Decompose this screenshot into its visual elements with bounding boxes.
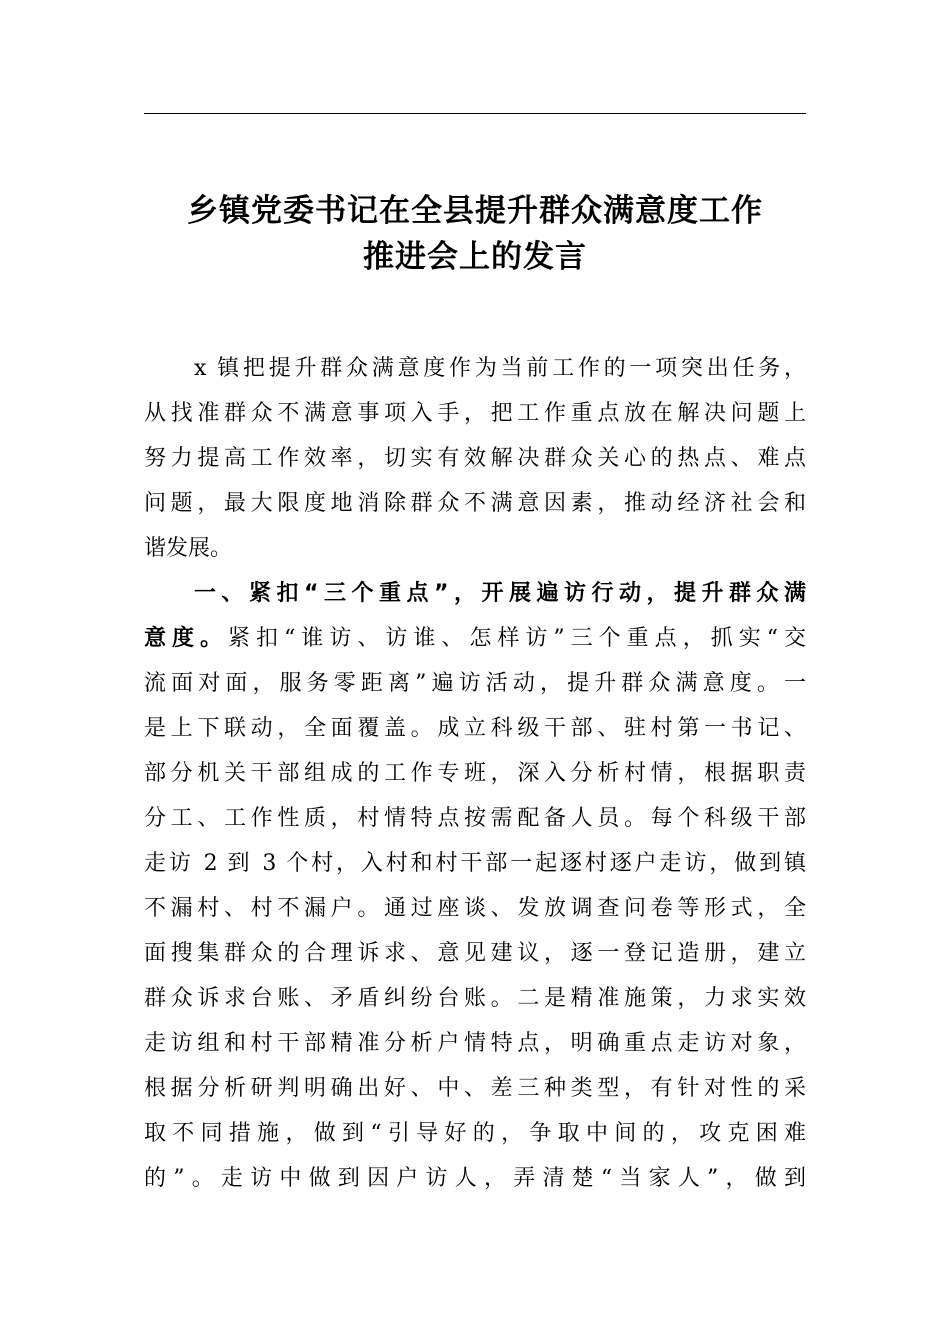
section1-text-line-1: 紧扣“谁访、访谁、怎样访”三个重点，抓实“交 — [228, 626, 806, 651]
header-rule — [144, 113, 806, 114]
section1-text-line: 不漏村、村不漏户。通过座谈、发放调查问卷等形式，全 — [144, 896, 806, 921]
section1-text-line: 群众诉求台账、矛盾纠纷台账。二是精准施策，力求实效 — [144, 986, 806, 1011]
section1-text-line: 流面对面，服务零距离”遍访活动，提升群众满意度。一 — [144, 671, 806, 696]
section1-heading-line-2: 意度。 — [144, 626, 229, 651]
section1-text-line: 取不同措施，做到“引导好的，争取中间的，攻克困难 — [144, 1121, 806, 1146]
section1-text-line: 部分机关干部组成的工作专班，深入分析村情，根据职责 — [144, 761, 806, 786]
section1-text-line: 走访组和村干部精准分析户情特点，明确重点走访对象， — [144, 1031, 806, 1056]
section1-line-heading-cont — [144, 616, 806, 661]
intro-line-5: 谐发展。 — [144, 536, 233, 561]
section1-text-line: 根据分析研判明确出好、中、差三种类型，有针对性的采 — [144, 1076, 806, 1101]
document-title — [144, 188, 806, 280]
section1-text-line: 走访 2 到 3 个村，入村和村干部一起逐村逐户走访，做到镇 — [144, 851, 806, 876]
intro-line-4: 问题，最大限度地消除群众不满意因素，推动经济社会和 — [144, 491, 806, 516]
section1-text-line: 面搜集群众的合理诉求、意见建议，逐一登记造册，建立 — [144, 941, 806, 966]
intro-line-2: 从找准群众不满意事项入手，把工作重点放在解决问题上 — [144, 401, 806, 426]
section1-text-line: 分工、工作性质，村情特点按需配备人员。每个科级干部 — [144, 806, 806, 831]
section1-text-line: 的”。走访中做到因户访人，弄清楚“当家人”，做到 — [144, 1166, 806, 1191]
intro-line-3: 努力提高工作效率，切实有效解决群众关心的热点、难点 — [144, 446, 806, 471]
section1-heading-line-1: 一、紧扣“三个重点”，开展遍访行动，提升群众满 — [194, 581, 806, 606]
title-line-1: 乡镇党委书记在全县提升群众满意度工作 — [187, 193, 763, 229]
section1-text-line: 是上下联动，全面覆盖。成立科级干部、驻村第一书记、 — [144, 716, 806, 741]
title-line-2: 推进会上的发言 — [363, 239, 587, 275]
document-body — [144, 346, 806, 1201]
intro-line-1: x 镇把提升群众满意度作为当前工作的一项突出任务， — [194, 356, 806, 381]
